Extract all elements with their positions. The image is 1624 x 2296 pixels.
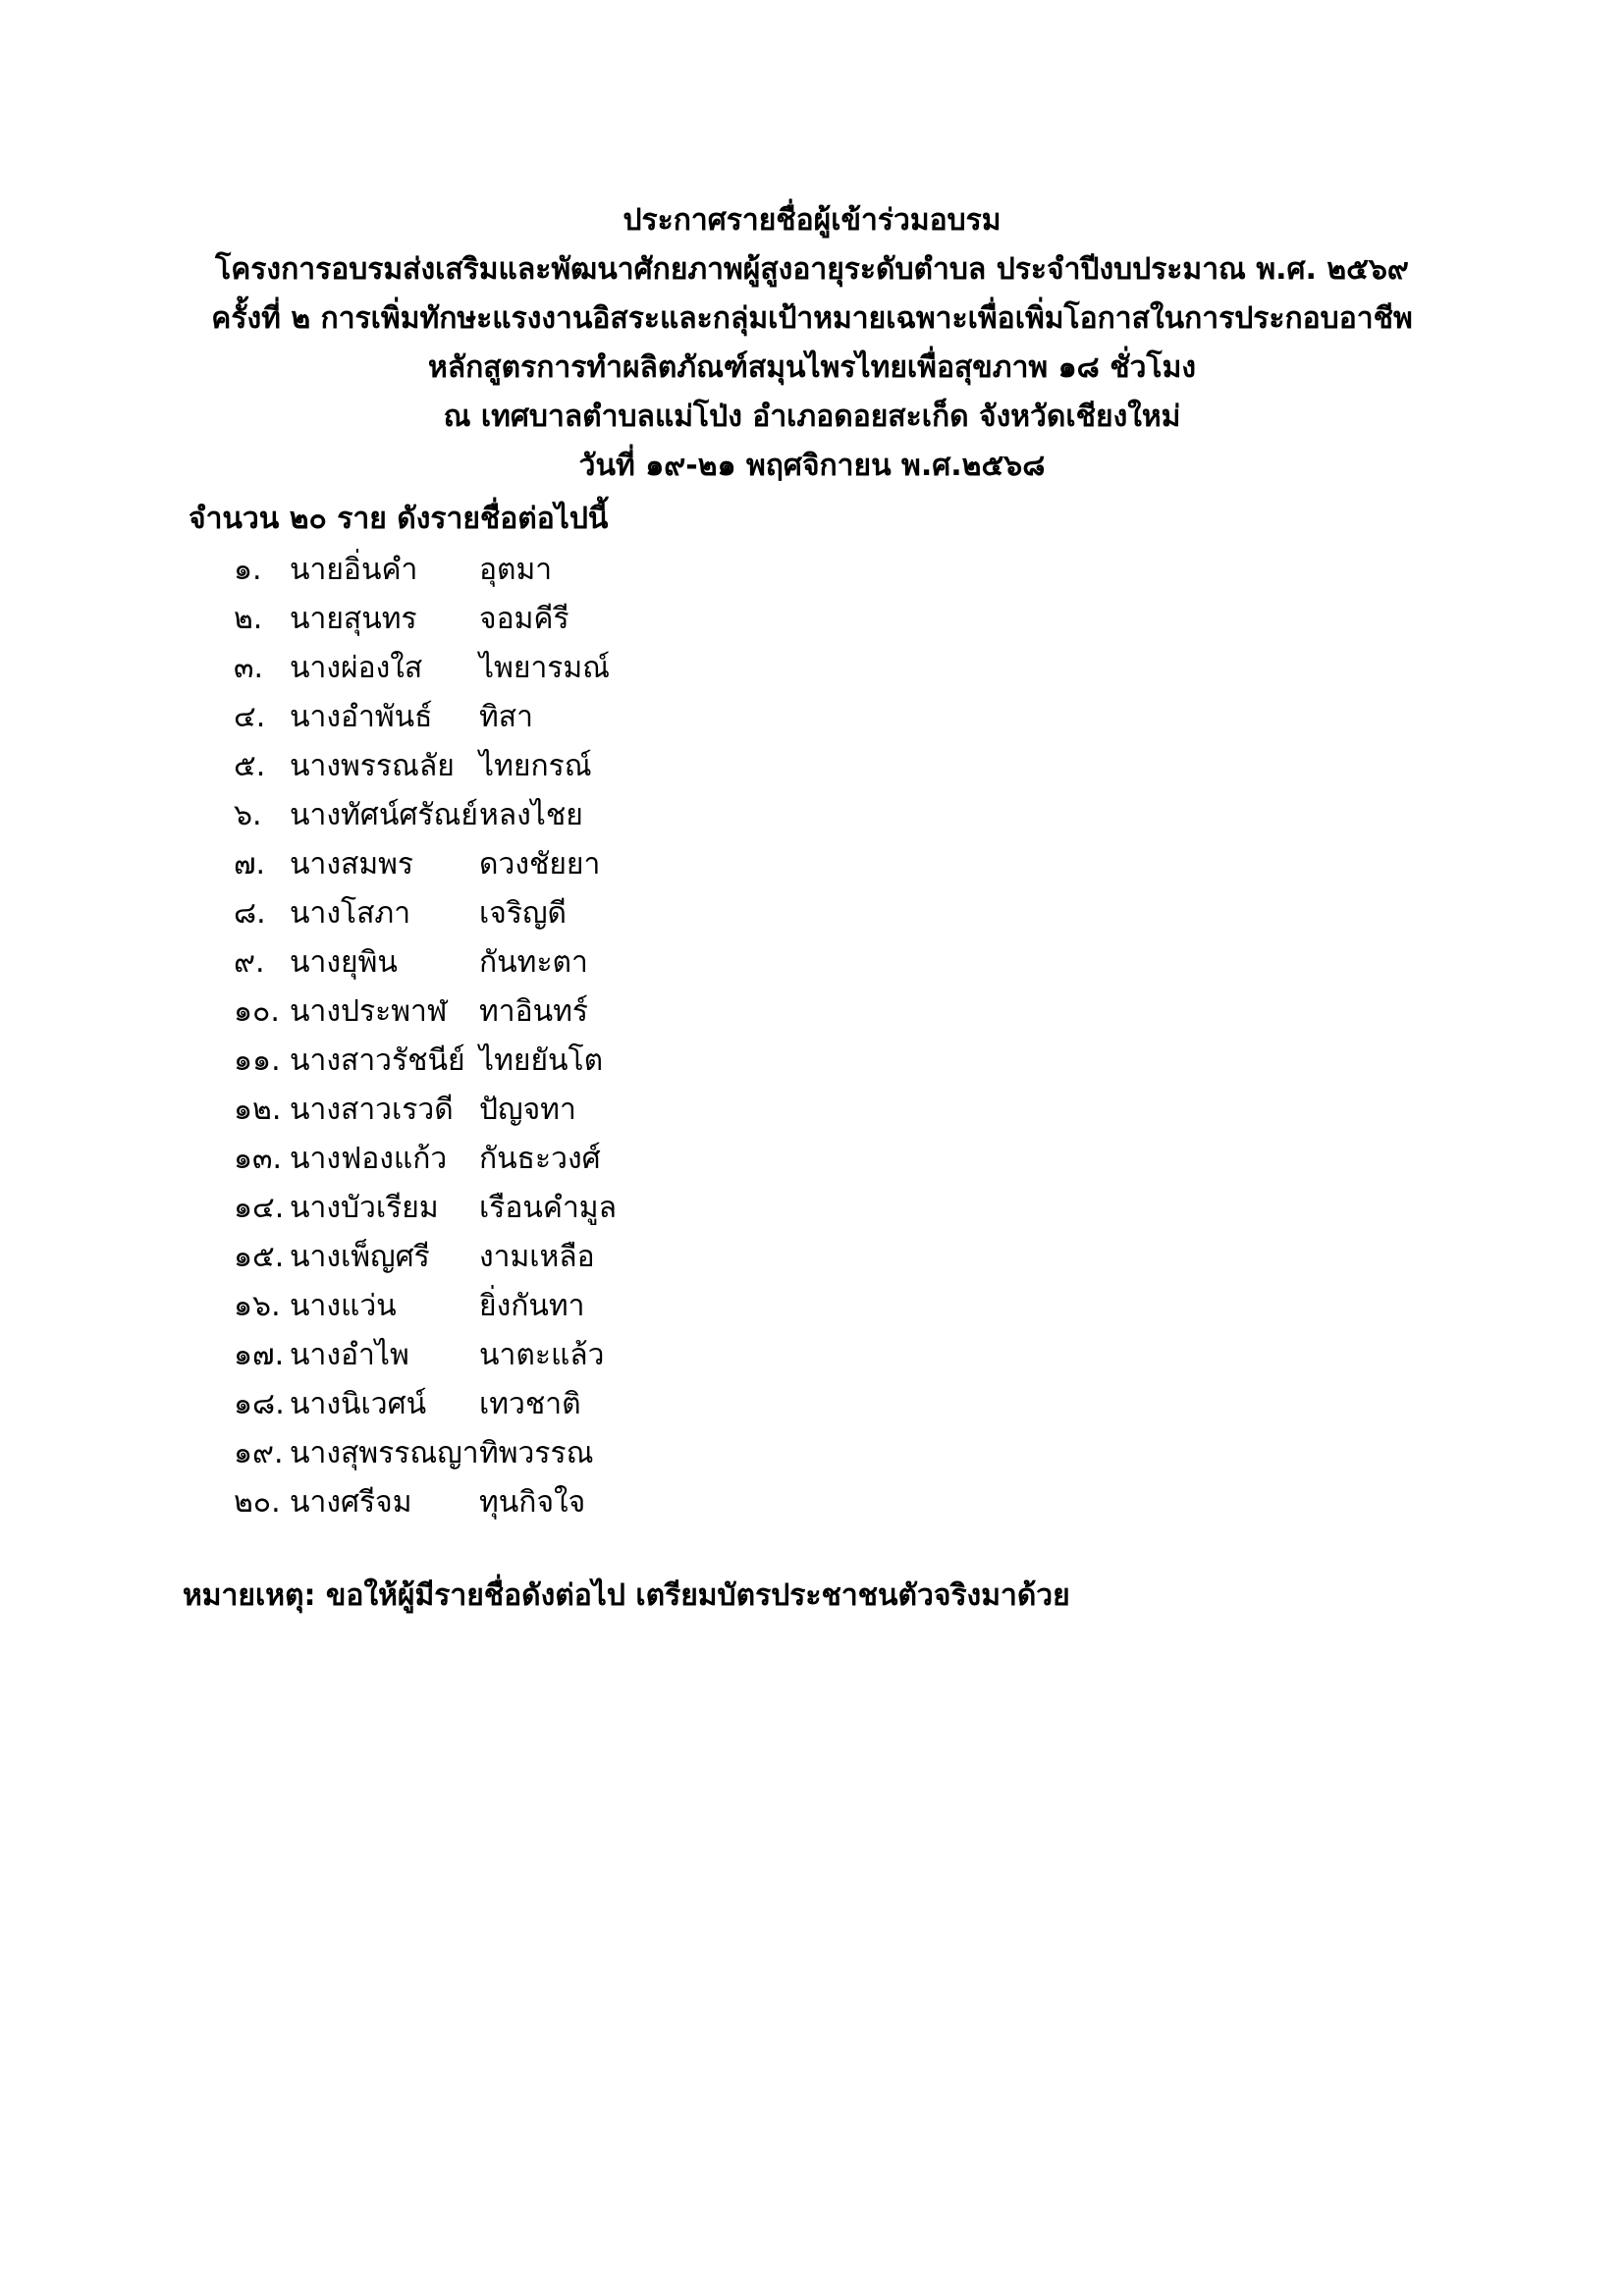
row-number: ๑๕. [234,1239,285,1274]
first-name: นางแว่น [290,1288,397,1323]
first-name: นางผ่องใส [290,650,423,685]
table-row [234,1428,617,1477]
last-name: ยิ่งกันทา [479,1288,585,1323]
table-row [234,1085,617,1134]
last-name: จอมคีรี [479,601,569,636]
row-number: ๑๓. [234,1141,283,1176]
first-name: นางศรีจม [290,1484,412,1520]
header-line-session: ครั้งที่ ๒ การเพิ่มทักษะแรงงานอิสระและกลุ่มเป้าหมายเฉพาะเพื่อเพิ่มโอกาสในการประกอบอาชีพ [211,301,1413,336]
last-name: ทิพวรรณ [479,1435,594,1470]
table-row [234,1477,617,1526]
first-name: นางนิเวศน์ [290,1386,427,1421]
row-number: ๕. [234,748,266,783]
table-row [234,643,617,692]
count-line: จำนวน ๒๐ ราย ดังรายชื่อต่อไปนี้ [189,502,609,536]
first-name: นางสมพร [290,846,413,881]
table-row [234,1379,617,1428]
first-name: นางอำไพ [290,1337,409,1372]
last-name: ไทยยันโต [479,1042,604,1078]
table-row [234,545,617,594]
first-name: นายอิ่นคำ [290,552,418,587]
last-name: กันธะวงศ์ [479,1141,601,1176]
first-name: นางบัวเรียม [290,1190,439,1225]
last-name: เรือนคำมูล [479,1190,617,1225]
row-number: ๑๒. [234,1092,282,1127]
header-line-date: วันที่ ๑๙-๒๑ พฤศจิกายน พ.ศ.๒๕๖๘ [578,449,1046,483]
table-row [234,987,617,1036]
header-line-venue: ณ เทศบาลตำบลแม่โป่ง อำเภอดอยสะเก็ด จังหวัดเชียงใหม่ [443,400,1181,434]
row-number: ๖. [234,797,262,832]
table-row [234,888,617,937]
last-name: งามเหลือ [479,1239,595,1274]
page-title: ประกาศรายชื่อผู้เข้าร่วมอบรม [623,203,1001,238]
row-number: ๑๖. [234,1288,281,1323]
last-name: เทวชาติ [479,1386,581,1421]
row-number: ๑๑. [234,1042,281,1078]
last-name: หลงไชย [479,797,583,832]
first-name: นางสาวเรวดี [290,1092,454,1127]
table-row [234,1183,617,1232]
row-number: ๗. [234,846,266,881]
first-name: นางพรรณลัย [290,748,455,783]
first-name: นางยุพิน [290,944,398,980]
table-row [234,790,617,839]
last-name: นาตะแล้ว [479,1337,605,1372]
last-name: กันทะตา [479,944,588,980]
table-row [234,1232,617,1281]
last-name: ปัญจทา [479,1092,576,1127]
note: หมายเหตุ: ขอให้ผู้มีรายชื่อดังต่อไป เตรียมบัตรประชาชนตัวจริงมาด้วย [183,1578,1070,1613]
row-number: ๘. [234,895,266,931]
document-header [0,196,1624,491]
last-name: ไทยกรณ์ [479,748,592,783]
row-number: ๑๔. [234,1190,285,1225]
first-name: นางโสภา [290,895,411,931]
table-row [234,1036,617,1085]
last-name: ดวงชัยยา [479,846,601,881]
row-number: ๒. [234,601,263,636]
table-row [234,594,617,643]
first-name: นางประพาฬ [290,993,448,1029]
table-row [234,741,617,790]
participant-list [234,545,617,1526]
first-name: นางอำพันธ์ [290,699,433,734]
first-name: นางสาวรัชนีย์ [290,1042,465,1078]
row-number: ๑๐. [234,993,280,1029]
first-name: นายสุนทร [290,601,417,636]
header-line-project: โครงการอบรมส่งเสริมและพัฒนาศักยภาพผู้สูงอายุระดับตำบล ประจำปีงบประมาณ พ.ศ. ๒๕๖๙ [215,252,1409,287]
row-number: ๒๐. [234,1484,281,1520]
row-number: ๑๙. [234,1435,284,1470]
row-number: ๑๘. [234,1386,285,1421]
first-name: นางเพ็ญศรี [290,1239,430,1274]
table-row [234,937,617,987]
last-name: ทุนกิจใจ [479,1484,586,1520]
row-number: ๔. [234,699,266,734]
table-row [234,839,617,888]
last-name: ทิสา [479,699,533,734]
first-name: นางทัศน์ศรัณย์ [290,797,478,832]
last-name: อุตมา [479,552,553,587]
last-name: ทาอินทร์ [479,993,589,1029]
table-row [234,692,617,741]
last-name: ไพยารมณ์ [479,650,611,685]
row-number: ๑๗. [234,1337,285,1372]
first-name: นางสุพรรณญา [290,1435,479,1470]
row-number: ๑. [234,552,262,587]
table-row [234,1281,617,1330]
first-name: นางฟองแก้ว [290,1141,448,1176]
table-row [234,1134,617,1183]
last-name: เจริญดี [479,895,567,931]
header-line-course: หลักสูตรการทำผลิตภัณฑ์สมุนไพรไทยเพื่อสุขภาพ ๑๘ ชั่วโมง [427,350,1197,385]
table-row [234,1330,617,1379]
row-number: ๓. [234,650,264,685]
row-number: ๙. [234,944,265,980]
